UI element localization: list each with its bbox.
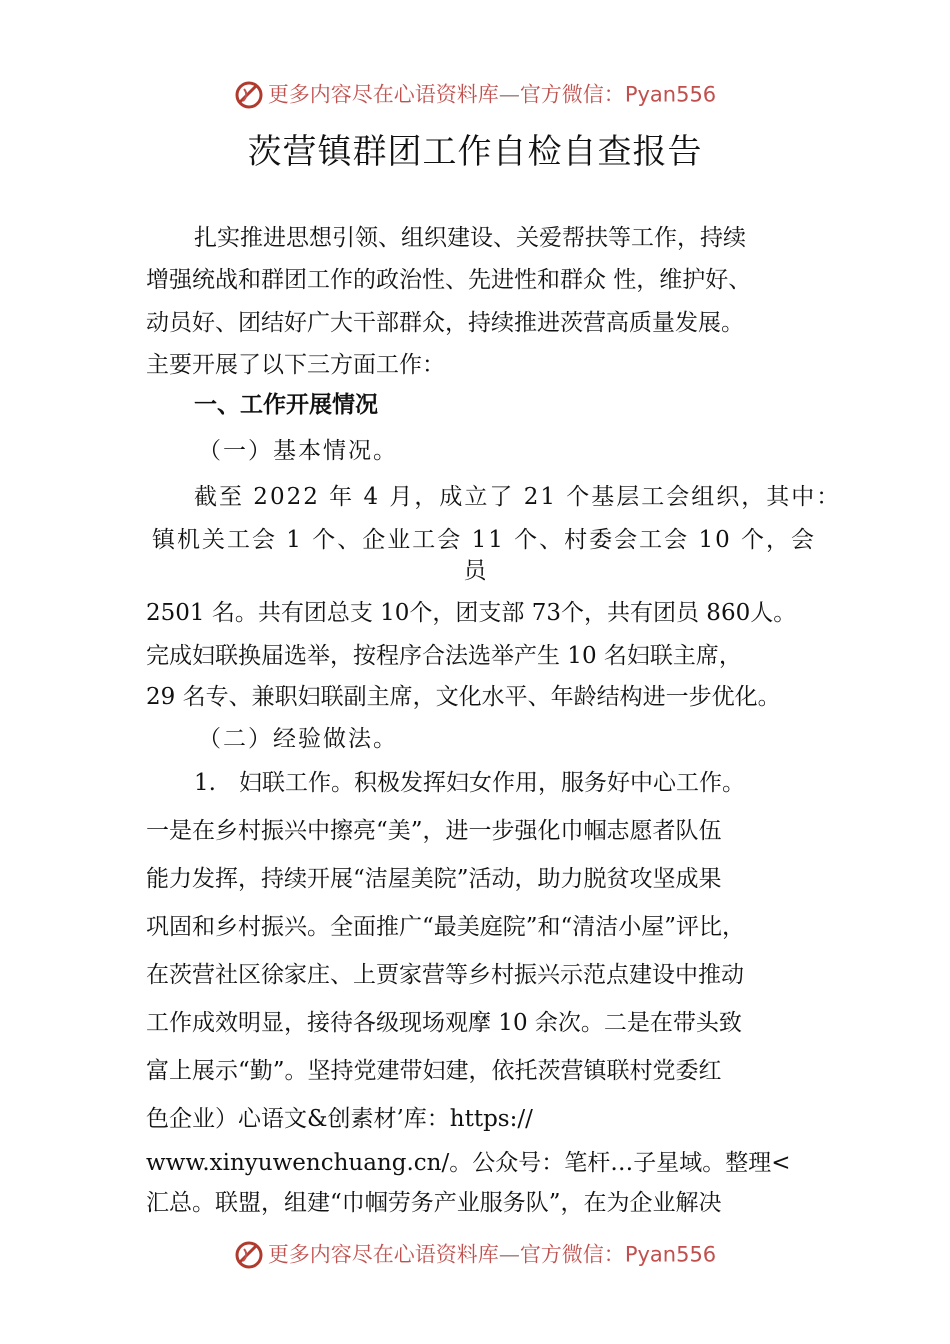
- watermark-wechat-label: 官方微信：: [519, 82, 625, 107]
- logo-icon: [234, 80, 264, 110]
- watermark-wechat-id: Pyan556: [624, 82, 717, 107]
- watermark-text: 更多内容尽在心语资料库: [267, 1242, 499, 1267]
- watermark-wechat-label: 官方微信：: [519, 1242, 625, 1267]
- watermark-text: 更多内容尽在心语资料库: [267, 82, 499, 107]
- paragraph-line: 截至 2022 年 4 月，成立了 21 个基层工会组织，其中：: [194, 484, 842, 510]
- watermark-separator: —: [498, 82, 520, 107]
- paragraph-line: 汇总。联盟，组建“巾帼劳务产业服务队”，在为企业解决: [146, 1190, 722, 1216]
- section-heading: 一、工作开展情况: [194, 392, 378, 418]
- watermark-wechat-id: Pyan556: [624, 1242, 717, 1267]
- watermark-header: [0, 78, 950, 110]
- paragraph-line: 2501 名。共有团总支 10个，团支部 73个，共有团员 860人。: [146, 600, 797, 626]
- paragraph-line: 29 名专、兼职妇联副主席，文化水平、年龄结构进一步优化。: [146, 684, 781, 710]
- paragraph-line: 镇机关工会 1 个、企业工会 11 个、村委会工会 10 个，会: [152, 527, 817, 553]
- paragraph-line: 主要开展了以下三方面工作：: [146, 352, 445, 378]
- paragraph-line: 富上展示“勤”。坚持党建带妇建，依托茨营镇联村党委红: [146, 1058, 722, 1084]
- document-title: 茨营镇群团工作自检自查报告: [247, 132, 703, 172]
- watermark-footer: [0, 1238, 950, 1270]
- logo-icon: [234, 1240, 264, 1270]
- paragraph-line: 色企业）心语文&创素材’库：https://: [146, 1106, 533, 1132]
- paragraph-line: 工作成效明显，接待各级现场观摩 10 余次。二是在带头致: [146, 1010, 742, 1036]
- paragraph-line: 1. 妇联工作。积极发挥妇女作用，服务好中心工作。: [194, 770, 745, 796]
- paragraph-line: www.xinyuwenchuang.cn/。公众号：笔杆…子星域。整理<: [146, 1150, 791, 1176]
- watermark-separator: —: [498, 1242, 520, 1267]
- paragraph-line: 员: [463, 558, 487, 584]
- paragraph-line: 动员好、团结好广大干部群众，持续推进茨营高质量发展。: [146, 310, 744, 336]
- paragraph-line: 完成妇联换届选举，按程序合法选举产生 10 名妇联主席，: [146, 643, 742, 669]
- subsection-heading: （一）基本情况。: [198, 438, 398, 464]
- subsection-heading: （二）经验做法。: [198, 726, 398, 752]
- paragraph-line: 一是在乡村振兴中擦亮“美”，进一步强化巾帼志愿者队伍: [146, 818, 722, 844]
- paragraph-line: 增强统战和群团工作的政治性、先进性和群众 性，维护好、: [146, 267, 752, 293]
- paragraph-line: 巩固和乡村振兴。全面推广“最美庭院”和“清洁小屋”评比，: [146, 914, 746, 940]
- paragraph-line: 在茨营社区徐家庄、上贾家营等乡村振兴示范点建设中推动: [146, 962, 744, 988]
- paragraph-line: 扎实推进思想引领、组织建设、关爱帮扶等工作，持续: [194, 225, 746, 251]
- paragraph-line: 能力发挥，持续开展“洁屋美院”活动，助力脱贫攻坚成果: [146, 866, 722, 892]
